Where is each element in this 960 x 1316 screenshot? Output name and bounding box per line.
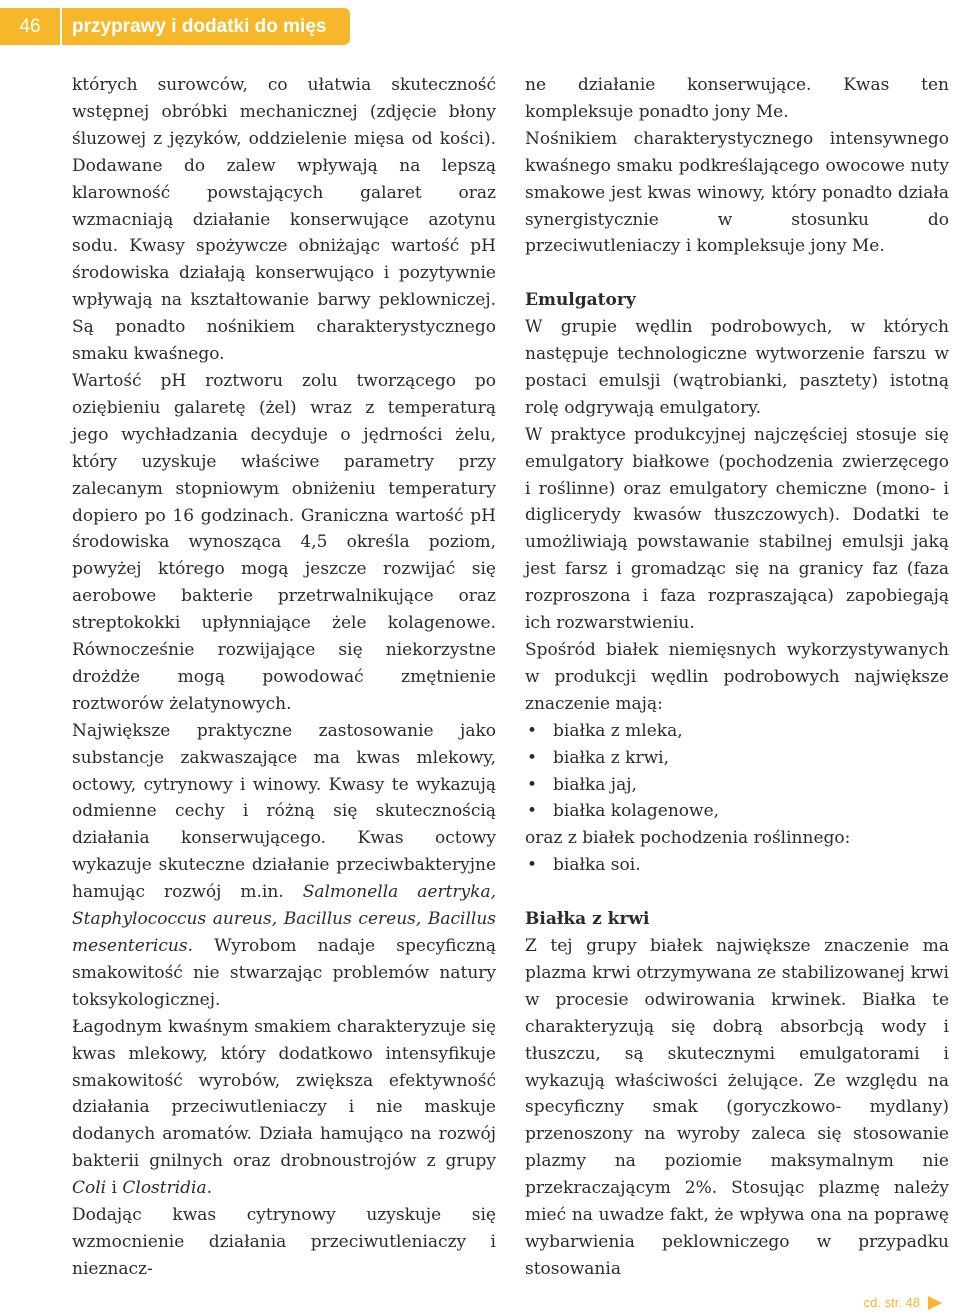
continuation-text[interactable]: cd. str. 48: [863, 1295, 920, 1310]
bullet-icon: •: [527, 720, 538, 741]
page-header: [0, 8, 350, 45]
bullet-icon: •: [527, 747, 538, 768]
list-item-text: białka jaj,: [553, 774, 637, 795]
list-item-text: białka soi.: [553, 855, 641, 876]
list-item-text: białka z mleka,: [553, 720, 683, 741]
paragraph: Spośród białek niemięsnych wykorzystywanych w produkcji wędlin podrobowych największe znaczenie mają:: [525, 640, 949, 714]
bullet-icon: •: [527, 855, 538, 876]
bullet-icon: •: [527, 774, 538, 795]
paragraph: oraz z białek pochodzenia roślinnego:: [525, 828, 851, 849]
section-heading: Emulgatory: [525, 290, 636, 311]
paragraph: których surowców, co ułatwia skuteczność wstępnej obróbki mechanicznej (zdjęcie błony śluzowej z języków, oddzielenie mięsa od kości). Dodawane do zalew wpływają na lepszą klarowność powstających galaret oraz wzmacniają działanie konserwujące azotynu sodu. Kwasy spożywcze obniżając wartość pH środowiska działają konserwująco i pozytywnie wpływają na kształtowanie barwy peklowniczej. Są ponadto nośnikiem charakterystycznego smaku kwaśnego.: [72, 75, 496, 365]
italic-span: Clostridia: [122, 1178, 207, 1199]
italic-span: Salmonella aertryka, Staphylococcus aureus, Bacillus cereus, Bacillus mesentericus.: [72, 882, 496, 956]
left-column: [72, 72, 496, 1283]
paragraph: ne działanie konserwujące. Kwas ten kompleksuje ponadto jony Me.: [525, 75, 949, 122]
text-span: Największe praktyczne zastosowanie jako substancje zakwaszające ma kwas mlekowy, octowy, cytrynowy i winowy. Kwasy te wykazują odmienne cechy i różną się skutecznością działania konserwującego. Kwas octowy wykazuje skuteczne działanie przeciwbakteryjne hamując rozwój m.in.: [72, 720, 496, 903]
page-number: 46: [0, 8, 62, 45]
paragraph: Z tej grupy białek największe znaczenie ma plazma krwi otrzymywana ze stabilizowanej krwi w procesie odwirowania krwinek. Białka te charakteryzują się dobrą absorbcją wody i tłuszczu, są skutecznymi emulgatorami i wykazują właściwości żelujące. Ze względu na specyficzny smak (goryczkowo- mydlany) przenoszony na wyroby zaleca się stosowanie plazmy na poziomie maksymalnym nie przekraczającym 2%. Stosując plazmę należy mieć na uwadze fakt, że wpływa ona na poprawę wybarwienia peklowniczego w przypadku stosowania: [525, 935, 949, 1279]
section-heading: Białka z krwi: [525, 909, 650, 930]
list-item-text: białka kolagenowe,: [553, 801, 720, 822]
list-item: [525, 798, 949, 825]
paragraph: W grupie wędlin podrobowych, w których następuje technologiczne wytworzenie farszu w postaci emulsji (wątrobianki, pasztety) istotną rolę odgrywają emulgatory.: [525, 317, 949, 418]
italic-span: Coli: [72, 1178, 107, 1199]
list-item: [525, 745, 949, 772]
paragraph: [72, 1014, 496, 1202]
text-span: i: [106, 1178, 123, 1199]
list-item: [525, 852, 949, 879]
protein-list: [525, 718, 949, 826]
paragraph: Dodając kwas cytrynowy uzyskuje się wzmocnienie działania przeciwutleniaczy i nieznacz-: [72, 1205, 496, 1279]
paragraph: [72, 718, 496, 1014]
text-span: .: [206, 1178, 213, 1199]
arrow-right-icon[interactable]: [928, 1296, 942, 1310]
paragraph: Wartość pH roztworu zolu tworzącego po oziębieniu galaretę (żel) wraz z temperaturą jego wychładzania decyduje o jędrności żelu, który uzyskuje właściwe parametry przy zalecanym stopniowym obniżeniu temperatury dopiero po 16 godzinach. Graniczna wartość pH środowiska wynosząca 4,5 określa poziom, powyżej którego mogą jeszcze rozwijać się aerobowe bakterie przetrwalnikujące oraz streptokokki upłynniające żele kolagenowe. Równocześnie rozwijające się niekorzystne drożdże mogą powodować zmętnienie roztworów żelatynowych.: [72, 370, 496, 714]
right-column: [525, 72, 949, 1283]
list-item: [525, 718, 949, 745]
section-title: przyprawy i dodatki do mięs: [72, 15, 327, 37]
list-item-text: białka z krwi,: [553, 747, 669, 768]
text-span: Łagodnym kwaśnym smakiem charakteryzuje się kwas mlekowy, który dodatkowo intensyfikuje smakowitość wyrobów, zwiększa efektywność działania przeciwutleniaczy i nie maskuje dodanych aromatów. Działa hamująco na rozwój bakterii gnilnych oraz drobnoustrojów z grupy: [72, 1016, 496, 1172]
list-item: [525, 772, 949, 799]
paragraph: W praktyce produkcyjnej najczęściej stosuje się emulgatory białkowe (pochodzenia zwierzęcego i roślinne) oraz emulgatory chemiczne (mono- i diglicerydy kwasów tłuszczowych). Dodatki te umożliwiają powstawanie stabilnej emulsji jaką jest farsz i gromadząc się na granicy faz (faza rozproszona i faza rozpraszająca) zapobiegają ich rozwarstwieniu.: [525, 424, 949, 634]
paragraph: Nośnikiem charakterystycznego intensywnego kwaśnego smaku podkreślającego owocowe nuty smakowe jest kwas winowy, który ponadto działa synergistycznie w stosunku do przeciwutleniaczy i kompleksuje jony Me.: [525, 128, 949, 257]
continuation-link[interactable]: [864, 1295, 942, 1310]
plant-protein-list: [525, 852, 949, 879]
bullet-icon: •: [527, 801, 538, 822]
text-span: Wyrobom nadaje specyficzną smakowitość nie stwarzając problemów natury toksykologicznej.: [72, 936, 496, 1010]
